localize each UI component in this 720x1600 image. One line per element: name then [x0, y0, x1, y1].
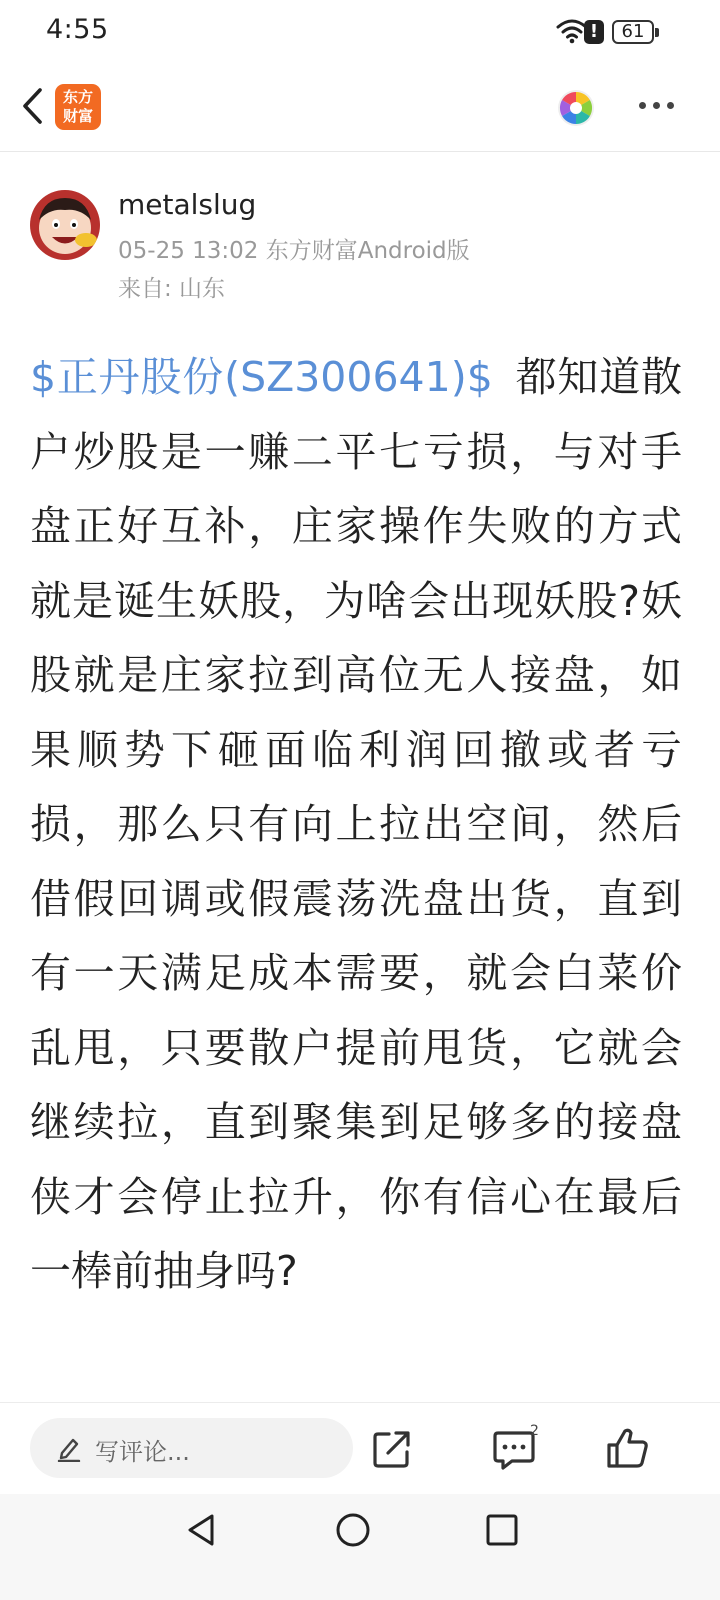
alert-icon: !	[584, 20, 604, 44]
stock-link[interactable]: $正丹股份(SZ300641)$	[30, 353, 493, 401]
author-header	[0, 180, 720, 310]
logo-line-2: 财富	[62, 107, 93, 125]
action-bar	[0, 1402, 720, 1494]
status-bar	[0, 0, 720, 64]
system-nav-bar	[0, 1494, 720, 1600]
battery-icon	[612, 20, 654, 44]
author-name[interactable]: metalslug	[118, 188, 257, 221]
share-icon[interactable]	[372, 1429, 412, 1469]
post-body	[30, 340, 682, 1309]
system-back-icon[interactable]	[184, 1512, 220, 1548]
status-time: 4:55	[46, 14, 109, 45]
post-location: 来自: 山东	[118, 276, 226, 302]
logo-line-1: 东方	[62, 88, 93, 106]
post-timestamp-source: 05-25 13:02 东方财富Android版	[118, 238, 470, 264]
system-recents-icon[interactable]	[486, 1514, 518, 1546]
pen-icon	[56, 1434, 82, 1462]
color-wheel-icon[interactable]	[556, 88, 596, 128]
system-home-icon[interactable]	[335, 1512, 371, 1548]
comment-placeholder: 写评论...	[95, 1438, 190, 1466]
avatar[interactable]	[30, 190, 100, 260]
like-icon[interactable]	[606, 1427, 650, 1469]
back-icon[interactable]	[16, 84, 48, 128]
nav-bar	[0, 64, 720, 152]
battery-level: 61	[621, 21, 645, 42]
post-text: 都知道散户炒股是一赚二平七亏损，与对手盘正好互补，庄家操作失败的方式就是诞生妖股，为啥会出现妖股?妖股就是庄家拉到高位无人接盘，如果顺势下砸面临利润回撤或者亏损，那么只有向上拉出空间，然后借假回调或假震荡洗盘出货，直到有一天满足成本需要，就会白菜价乱甩，只要散户提前甩货，它就会继续拉，直到聚集到足够多的接盘侠才会停止拉升，你有信心在最后一棒前抽身吗?	[30, 353, 682, 1295]
app-logo[interactable]	[55, 84, 101, 130]
comment-count: 2	[530, 1423, 539, 1439]
comment-input[interactable]	[30, 1418, 353, 1478]
more-icon[interactable]	[636, 102, 676, 112]
